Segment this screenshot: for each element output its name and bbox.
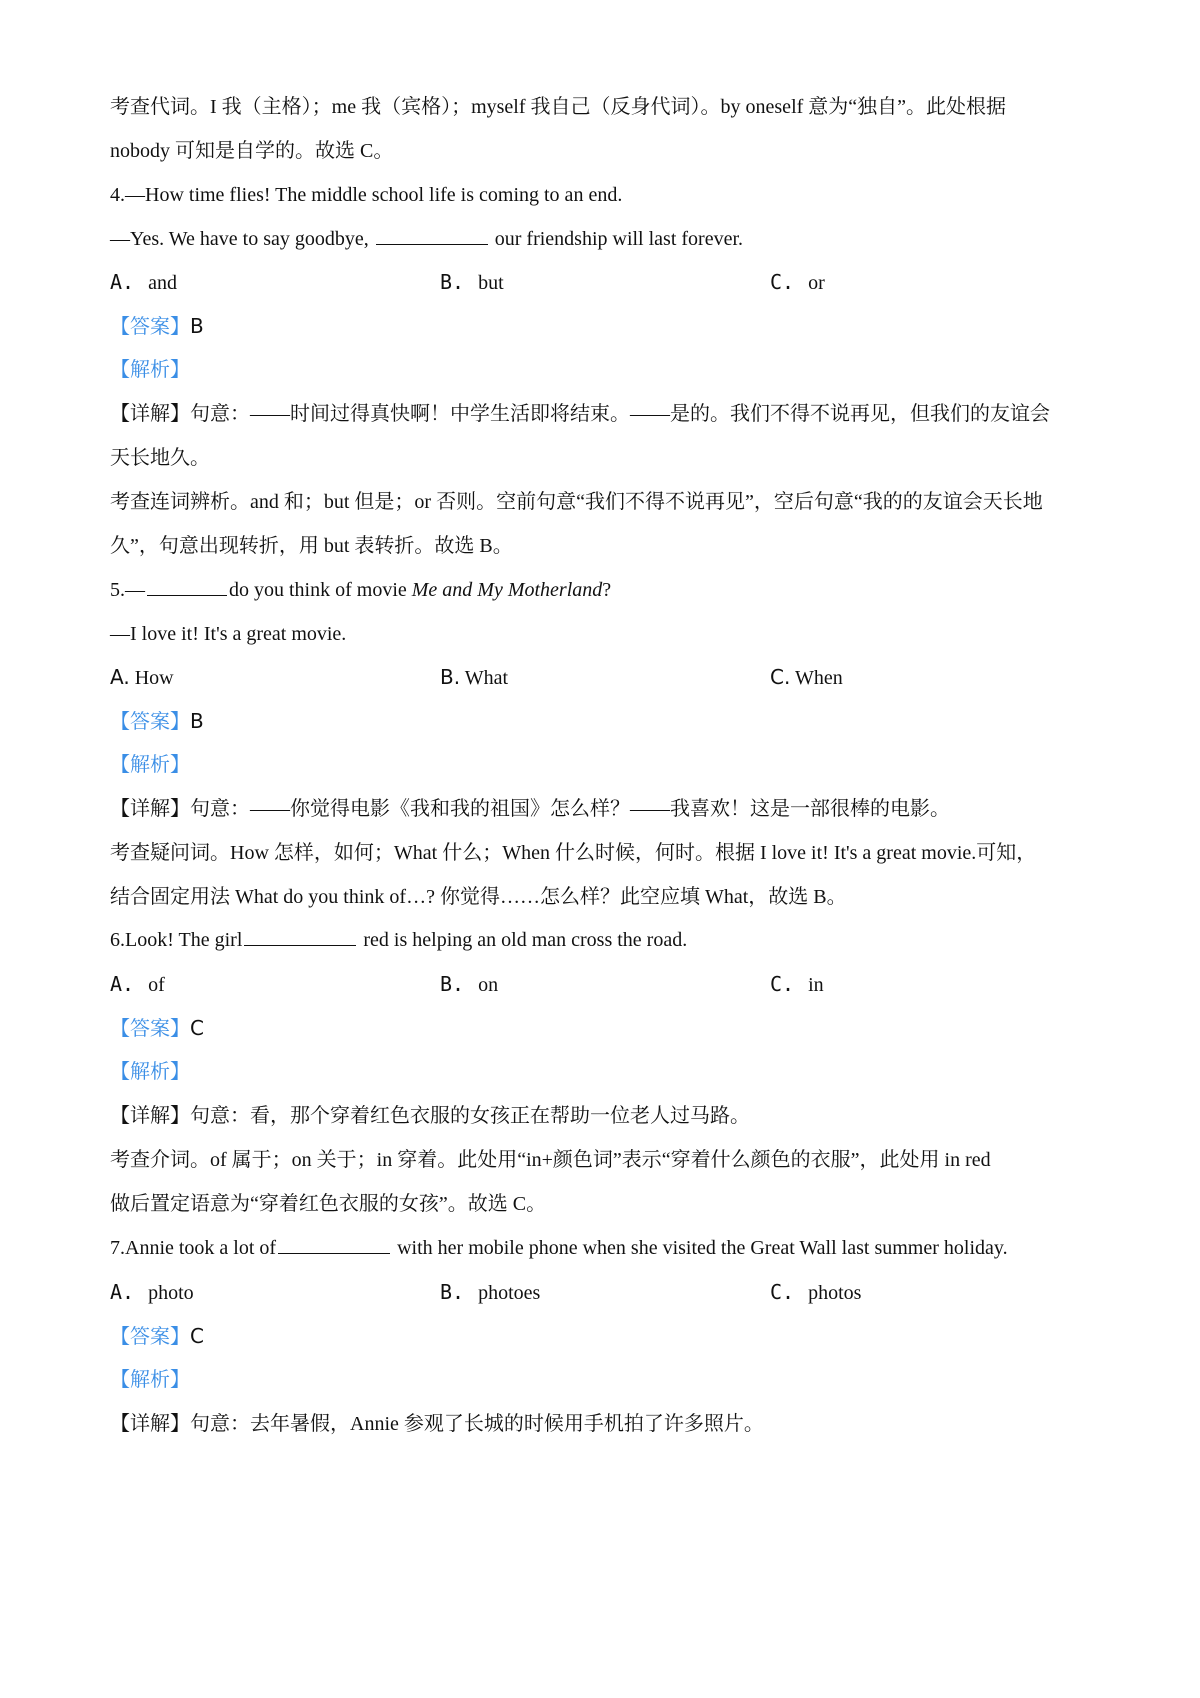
q5-option-a: A. How — [110, 665, 174, 689]
q7-detail-line-1: 【详解】句意：去年暑假，Annie 参观了长城的时候用手机拍了许多照片。 — [110, 1413, 764, 1435]
q6-answer: 【答案】C — [110, 1016, 204, 1040]
q6-jiexi-tag: 【解析】 — [110, 1061, 190, 1083]
q6-option-b: B. on — [440, 972, 499, 996]
q6-analysis-line-2: 做后置定语意为“穿着红色衣服的女孩”。故选 C。 — [110, 1193, 547, 1215]
q6-option-a: A. of — [110, 972, 165, 996]
q6-stem: 6.Look! The girl red is helping an old man cross the road. — [110, 929, 688, 951]
q6-blank — [244, 927, 356, 946]
q4-stem-line-1: 4.—How time flies! The middle school life is coming to an end. — [110, 184, 623, 206]
q4-answer: 【答案】B — [110, 314, 204, 338]
q5-analysis-line-1: 考查疑问词。How 怎样，如何；What 什么；When 什么时候，何时。根据 I love it! It's a great movie.可知， — [110, 842, 1037, 864]
q7-option-c: C. photos — [770, 1280, 862, 1304]
q4-analysis-line-1: 考查连词辨析。and 和；but 但是；or 否则。空前句意“我们不得不说再见”，空后句意“我的的友谊会天长地 — [110, 491, 1043, 513]
q7-stem: 7.Annie took a lot of with her mobile phone when she visited the Great Wall last summer holiday. — [110, 1237, 1008, 1259]
q4-stem-pre: —Yes. We have to say goodbye, — [110, 228, 369, 250]
q7-answer: 【答案】C — [110, 1324, 204, 1348]
q4-stem-post: our friendship will last forever. — [494, 228, 744, 250]
q4-option-a: A. and — [110, 270, 177, 294]
q5-answer: 【答案】B — [110, 709, 204, 733]
q4-option-b: B. but — [440, 270, 504, 294]
q3-analysis-line-2: nobody 可知是自学的。故选 C。 — [110, 140, 394, 162]
q3-analysis-line-1: 考查代词。I 我（主格）；me 我（宾格）；myself 我自己（反身代词）。by oneself 意为“独自”。此处根据 — [110, 96, 1007, 118]
q6-analysis-line-1: 考查介词。of 属于；on 关于；in 穿着。此处用“in+颜色词”表示“穿着什么颜色的衣服”，此处用 in red — [110, 1149, 991, 1171]
q5-analysis-line-2: 结合固定用法 What do you think of…? 你觉得……怎么样？此空应填 What，故选 B。 — [110, 886, 847, 908]
q4-analysis-line-2: 久”，句意出现转折，用 but 表转折。故选 B。 — [110, 535, 513, 557]
q5-blank — [147, 577, 227, 596]
q5-stem-line-2: —I love it! It's a great movie. — [110, 623, 347, 645]
q4-stem-line-2 — [110, 225, 743, 253]
q7-blank — [278, 1235, 390, 1254]
q5-jiexi-tag: 【解析】 — [110, 754, 190, 776]
q7-jiexi-tag: 【解析】 — [110, 1369, 190, 1391]
q4-detail-line-2: 天长地久。 — [110, 447, 210, 469]
q4-detail-line-1: 【详解】句意：——时间过得真快啊！中学生活即将结束。——是的。我们不得不说再见，但我们的友谊会 — [110, 403, 1050, 425]
q5-detail-line-1: 【详解】句意：——你觉得电影《我和我的祖国》怎么样？——我喜欢！这是一部很棒的电影。 — [110, 798, 950, 820]
q7-option-a: A. photo — [110, 1280, 194, 1304]
q5-option-c: C. When — [770, 665, 843, 689]
q6-detail-line-1: 【详解】句意：看，那个穿着红色衣服的女孩正在帮助一位老人过马路。 — [110, 1105, 750, 1127]
q5-option-b: B. What — [440, 665, 509, 689]
q5-stem-line-1: 5.— do you think of movie Me and My Motherland? — [110, 579, 612, 601]
q4-jiexi-tag: 【解析】 — [110, 359, 190, 381]
q5-movie-title: Me and My Motherland — [411, 579, 603, 601]
q7-option-b: B. photoes — [440, 1280, 541, 1304]
q6-option-c: C. in — [770, 972, 824, 996]
q4-option-c: C. or — [770, 270, 825, 294]
q4-blank — [376, 226, 488, 245]
